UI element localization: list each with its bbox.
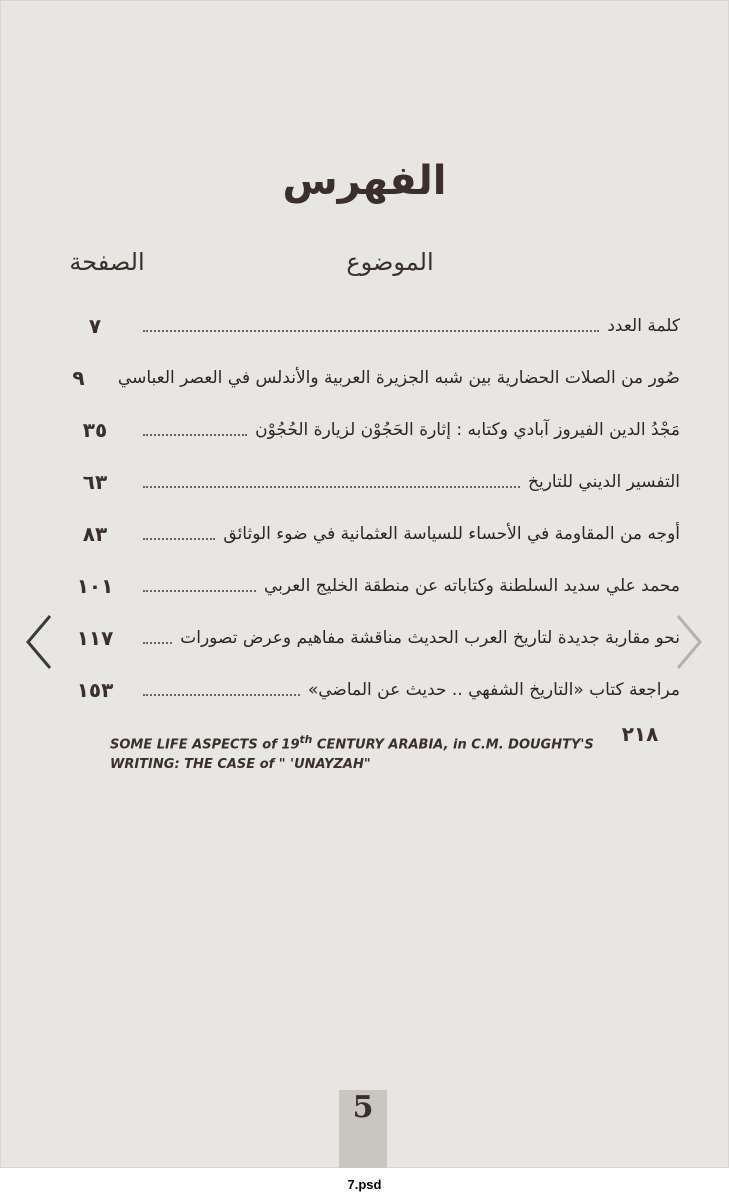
toc-page-number: ١١٧	[76, 626, 114, 650]
english-topic-superscript: th	[299, 733, 313, 746]
toc-row	[55, 560, 680, 612]
toc-row	[55, 664, 680, 716]
file-name-label: 7.psd	[347, 1177, 382, 1192]
toc-row	[55, 404, 680, 456]
dot-leader	[143, 538, 215, 540]
toc-row	[55, 300, 680, 352]
toc-page-number: ٦٣	[82, 470, 108, 494]
dot-leader	[143, 590, 256, 592]
chevron-right-icon[interactable]	[672, 612, 706, 672]
dot-leader	[143, 642, 172, 644]
page-title: الفهرس	[282, 158, 447, 204]
toc-row-english	[55, 716, 680, 772]
toc-row	[55, 612, 680, 664]
toc-row	[55, 508, 680, 560]
toc-topic: أوجه من المقاومة في الأحساء للسياسة العثمانية في ضوء الوثائق	[223, 524, 680, 544]
dot-leader	[143, 330, 599, 332]
toc-row	[55, 456, 680, 508]
toc-page-number: ٣٥	[82, 418, 108, 442]
toc-page-number: ٨٣	[82, 522, 108, 546]
toc-page-number: ١٥٣	[76, 678, 114, 702]
column-header-page: الصفحة	[69, 248, 145, 276]
toc-page-number: ٩	[72, 366, 85, 390]
toc-topic: التفسير الديني للتاريخ	[527, 472, 680, 492]
toc-page-number: ٢١٨	[621, 722, 659, 746]
dot-leader	[143, 694, 300, 696]
toc-row	[55, 352, 680, 404]
toc-topic: مراجعة كتاب «التاريخ الشفهي .. حديث عن الماضي»	[307, 680, 680, 700]
toc-page-number: ١٠١	[76, 574, 114, 598]
english-topic	[110, 716, 600, 775]
toc-topic: كلمة العدد	[607, 316, 680, 336]
toc-topic: نحو مقاربة جديدة لتاريخ العرب الحديث مناقشة مفاهيم وعرض تصورات	[180, 628, 680, 648]
column-header-topic: الموضوع	[346, 248, 434, 276]
chevron-left-icon[interactable]	[22, 612, 56, 672]
english-topic-line1-a: SOME LIFE ASPECTS of 19	[110, 737, 300, 753]
toc-topic: صُور من الصلات الحضارية بين شبه الجزيرة العربية والأندلس في العصر العباسي	[117, 368, 680, 388]
toc-topic: مَجْدُ الدين الفيروز آبادي وكتابه : إثارة الحَجُوْن لزيارة الحُجُوْن	[255, 420, 680, 440]
dot-leader	[143, 434, 247, 436]
english-topic-line2: WRITING: THE CASE of " 'UNAYZAH"	[110, 757, 371, 773]
toc-page-number: ٧	[88, 314, 102, 338]
dot-leader	[143, 486, 520, 488]
toc-topic: محمد علي سديد السلطنة وكتاباته عن منطقة الخليج العربي	[263, 576, 680, 596]
english-topic-line1-b: CENTURY ARABIA, in C.M. DOUGHTY'S	[312, 737, 594, 753]
page-number: 5	[339, 1090, 387, 1168]
table-of-contents	[55, 300, 680, 772]
